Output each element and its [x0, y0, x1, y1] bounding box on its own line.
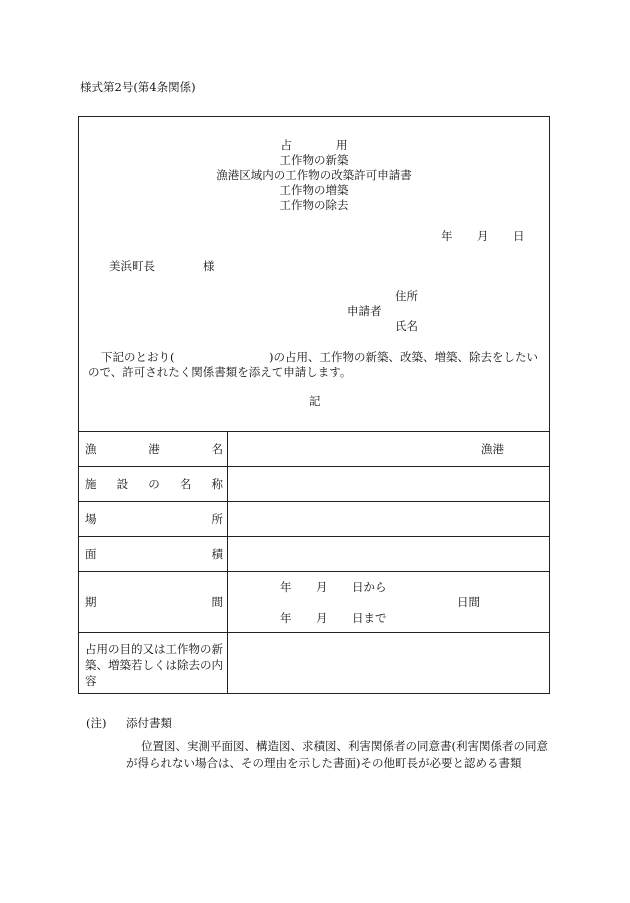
- period-to-day: 日まで: [352, 611, 387, 625]
- label-char: 所: [211, 512, 223, 526]
- label-char: 間: [211, 595, 223, 609]
- period-days: 日間: [457, 595, 480, 609]
- application-form-box: [78, 116, 550, 694]
- label-char: 設: [116, 477, 129, 491]
- note-text-line-2: が得られない場合は、その理由を示した書面)その他町長が必要と認める書類: [126, 756, 522, 770]
- label-area: [85, 547, 223, 562]
- body-line-1-start: 下記のとおり(: [101, 350, 175, 364]
- label-char: 場: [85, 512, 97, 526]
- label-char: 港: [148, 442, 160, 456]
- note-heading: 添付書類: [126, 716, 172, 730]
- label-char: 期: [85, 595, 97, 609]
- table-top-line: [79, 431, 549, 432]
- date-year: 年: [441, 229, 453, 243]
- date-month: 月: [477, 229, 489, 243]
- label-char: 漁: [85, 442, 97, 456]
- title-line-2: 工作物の新築: [279, 153, 349, 167]
- label-facility-name: [85, 477, 223, 492]
- row-divider-1: [79, 466, 549, 467]
- title-senyou-2: 用: [336, 138, 348, 152]
- note-text-line-1: 位置図、実測平面図、構造図、求積図、利害関係者の同意書(利害関係者の同意: [141, 739, 548, 753]
- date-day: 日: [513, 229, 525, 243]
- note-label: (注): [86, 716, 107, 730]
- ki-mark: 記: [309, 394, 321, 408]
- applicant-label: 申請者: [347, 304, 382, 318]
- period-to-month: 月: [316, 611, 328, 625]
- label-fishing-port: [85, 442, 223, 457]
- period-from-month: 月: [316, 580, 328, 594]
- period-from-year: 年: [280, 580, 292, 594]
- label-place: [85, 512, 223, 527]
- label-char: 積: [211, 547, 223, 561]
- body-line-1-end: )の占用、工作物の新築、改築、増築、除去をしたい: [269, 350, 538, 364]
- applicant-address-label: 住所: [395, 289, 418, 303]
- title-line-5: 工作物の除去: [279, 198, 349, 212]
- row-divider-4: [79, 571, 549, 572]
- label-char: 名: [211, 442, 223, 456]
- label-char: 面: [85, 547, 97, 561]
- title-line-4: 工作物の増築: [279, 183, 349, 197]
- row-divider-2: [79, 501, 549, 502]
- period-to-year: 年: [280, 611, 292, 625]
- label-char: 称: [211, 477, 223, 491]
- form-number-label: 様式第2号(第4条関係): [80, 80, 196, 94]
- column-divider: [227, 431, 228, 693]
- label-char: 名: [179, 477, 192, 491]
- label-purpose: 占用の目的又は工作物の新築、増築若しくは除去の内容: [85, 642, 223, 688]
- label-period: [85, 595, 223, 610]
- body-line-2: ので、許可されたく関係書類を添えて申請します。: [88, 365, 352, 379]
- title-line-3: 漁港区域内の工作物の改築許可申請書: [216, 168, 412, 182]
- addressee-name: 美浜町長: [109, 259, 155, 273]
- row-divider-5: [79, 632, 549, 633]
- addressee-honorific: 様: [203, 259, 215, 273]
- row-divider-3: [79, 536, 549, 537]
- label-char: 施: [85, 477, 97, 491]
- applicant-name-label: 氏名: [395, 319, 418, 333]
- title-senyou-1: 占: [280, 138, 292, 152]
- period-from-day: 日から: [352, 580, 387, 594]
- title-line-1: [79, 138, 549, 153]
- fishing-port-suffix: 漁港: [481, 442, 504, 456]
- label-char: の: [148, 477, 160, 491]
